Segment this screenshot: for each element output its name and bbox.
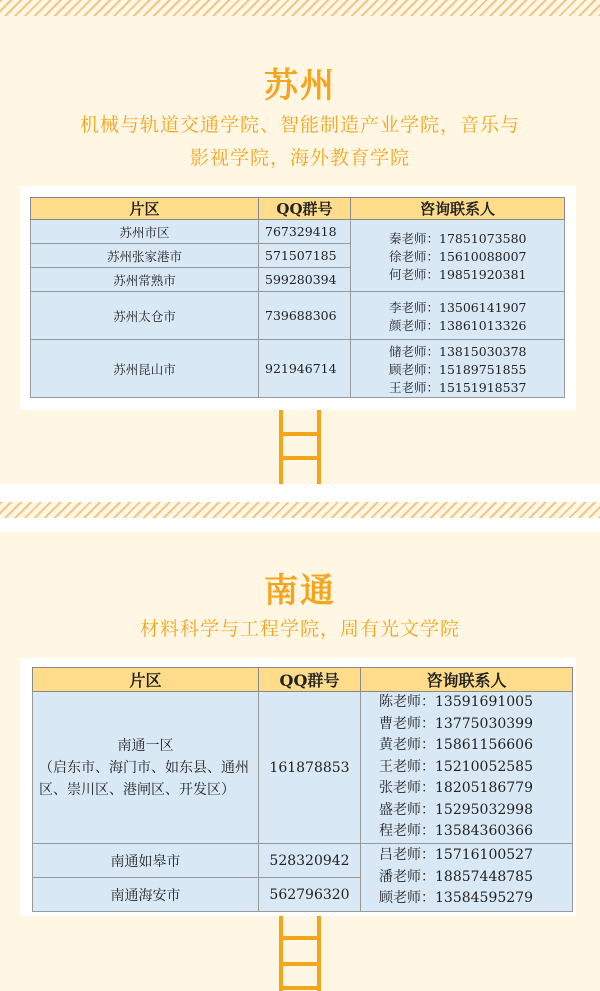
contact-cell	[351, 292, 565, 340]
table-row	[33, 844, 573, 878]
section-subtitle	[20, 109, 580, 175]
contact-entry: 曹老师：13775030399	[379, 715, 533, 732]
contact-entry: 颜老师：13861013326	[389, 317, 527, 333]
contact-entry: 程老师：13584360366	[379, 823, 533, 840]
section-title-nantong: 南通	[264, 571, 336, 611]
header-area: 片区	[31, 198, 259, 220]
section-separator	[0, 484, 600, 502]
contact-entry: 徐老师：15610088007	[389, 248, 527, 264]
contact-entry: 吕老师：15716100527	[379, 847, 533, 864]
header-area: 片区	[33, 668, 259, 692]
qq-cell: 528320942	[259, 844, 361, 878]
area-cell: 南通如皋市	[33, 844, 259, 878]
contact-cell	[361, 692, 573, 844]
table-row	[31, 340, 565, 398]
area-cell: 苏州张家港市	[31, 244, 259, 268]
contact-entry: 黄老师：15861156606	[379, 737, 533, 754]
section-subtitle	[20, 613, 580, 646]
qq-cell: 562796320	[259, 878, 361, 912]
contact-entry: 李老师：13506141907	[389, 299, 527, 315]
contact-entry: 陈老师：13591691005	[379, 694, 533, 711]
area-cell: 苏州昆山市	[31, 340, 259, 398]
contact-entry: 张老师：18205186779	[379, 780, 533, 797]
contact-entry: 顾老师：15189751855	[389, 361, 527, 377]
section-title-suzhou: 苏州	[264, 66, 336, 106]
subtitle-line: 影视学院，海外教育学院	[189, 147, 410, 169]
qq-cell: 571507185	[259, 244, 351, 268]
contact-entry: 何老师：19851920381	[389, 266, 527, 282]
contact-cell	[351, 340, 565, 398]
ladder-decoration	[279, 916, 321, 991]
qq-cell: 767329418	[259, 220, 351, 244]
header-qq: QQ群号	[259, 198, 351, 220]
area-cell: 苏州常熟市	[31, 268, 259, 292]
contact-entry: 王老师：15210052585	[379, 758, 533, 775]
top-stripe	[0, 0, 600, 16]
ladder-decoration	[279, 410, 321, 484]
qq-cell: 599280394	[259, 268, 351, 292]
contact-entry: 秦老师：17851073580	[389, 230, 527, 246]
header-qq: QQ群号	[259, 668, 361, 692]
area-title: 南通一区	[117, 737, 174, 754]
table-row	[33, 692, 573, 844]
area-detail: （启东市、海门市、如东县、通州区、崇川区、港闸区、开发区）	[39, 759, 249, 798]
table-row	[31, 292, 565, 340]
header-contact: 咨询联系人	[351, 198, 565, 220]
area-cell: 苏州市区	[31, 220, 259, 244]
qq-cell: 921946714	[259, 340, 351, 398]
area-cell	[33, 692, 259, 844]
subtitle-line: 机械与轨道交通学院、智能制造产业学院，音乐与	[79, 114, 520, 136]
contact-entry: 王老师：15151918537	[389, 379, 527, 395]
middle-stripe	[0, 502, 600, 518]
section-separator	[0, 518, 600, 532]
qq-cell: 161878853	[259, 692, 361, 844]
contact-entry: 盛老师：15295032998	[379, 801, 533, 818]
contact-entry: 顾老师：13584595279	[379, 890, 533, 907]
area-cell: 苏州太仓市	[31, 292, 259, 340]
contact-cell	[361, 844, 573, 912]
qq-cell: 739688306	[259, 292, 351, 340]
table-row	[31, 220, 565, 244]
contact-table-nantong	[32, 667, 573, 912]
contact-table-suzhou	[30, 197, 565, 398]
contact-entry: 潘老师：18857448785	[379, 868, 533, 885]
contact-entry: 储老师：13815030378	[389, 343, 527, 359]
contact-cell	[351, 220, 565, 292]
area-cell: 南通海安市	[33, 878, 259, 912]
subtitle-line: 材料科学与工程学院，周有光文学院	[139, 618, 460, 640]
header-contact: 咨询联系人	[361, 668, 573, 692]
